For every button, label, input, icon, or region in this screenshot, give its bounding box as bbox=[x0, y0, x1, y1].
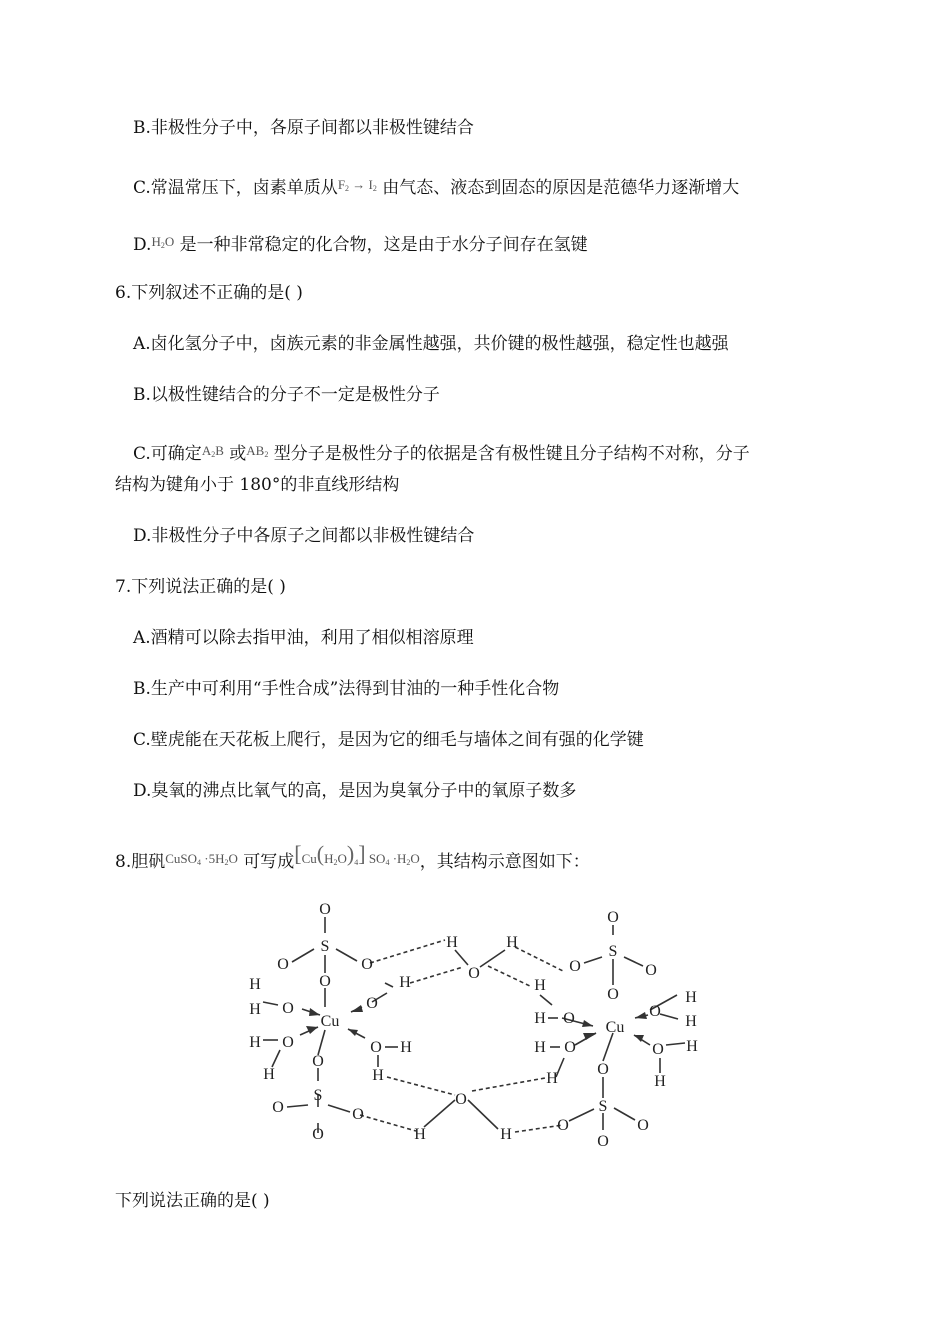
atom-h: H bbox=[249, 1034, 261, 1051]
atom-s: S bbox=[313, 1087, 323, 1104]
atom-o: O bbox=[468, 965, 480, 982]
q6-c-formula-1: A2B bbox=[201, 443, 224, 459]
atom-o: O bbox=[319, 973, 331, 990]
atom-h: H bbox=[685, 989, 697, 1006]
atom-h: H bbox=[249, 1001, 261, 1018]
q6-stem: 6.下列叙述不正确的是( ) bbox=[115, 283, 303, 303]
atom-h: H bbox=[654, 1073, 666, 1090]
atom-h: H bbox=[249, 976, 261, 993]
atom-o: O bbox=[370, 1039, 382, 1056]
atom-o: O bbox=[282, 1034, 294, 1051]
atom-o: O bbox=[597, 1133, 609, 1150]
atom-o: O bbox=[312, 1126, 324, 1143]
atom-cu: Cu bbox=[320, 1013, 340, 1030]
atom-cu: Cu bbox=[605, 1019, 625, 1036]
atom-o: O bbox=[564, 1039, 576, 1056]
atom-o: O bbox=[557, 1117, 569, 1134]
q6-c-or: 或 bbox=[229, 444, 247, 464]
atom-s: S bbox=[608, 943, 618, 960]
diagram-atoms bbox=[249, 901, 698, 1150]
q5-option-b: B.非极性分子中，各原子间都以非极性键结合 bbox=[133, 118, 474, 138]
atom-h: H bbox=[534, 1039, 546, 1056]
cuso4-structure-diagram bbox=[230, 895, 710, 1155]
q6-option-c bbox=[133, 440, 750, 466]
q6-c-prefix: C.可确定 bbox=[133, 444, 202, 464]
atom-o: O bbox=[563, 1010, 575, 1027]
atom-o: O bbox=[649, 1003, 661, 1020]
atom-o: O bbox=[312, 1053, 324, 1070]
q7-option-a: A.酒精可以除去指甲油，利用了相似相溶原理 bbox=[133, 628, 474, 648]
atom-o: O bbox=[277, 956, 289, 973]
atom-o: O bbox=[597, 1061, 609, 1078]
q5-option-d bbox=[133, 231, 588, 257]
atom-h: H bbox=[500, 1126, 512, 1143]
atom-h: H bbox=[400, 1039, 412, 1056]
q8-prefix: 8.胆矾 bbox=[115, 852, 166, 872]
q6-option-d: D.非极性分子中各原子之间都以非极性键结合 bbox=[133, 526, 475, 546]
q6-option-c-line2: 结构为键角小于 180°的非直线形结构 bbox=[115, 475, 400, 495]
q7-option-d: D.臭氧的沸点比氧气的高，是因为臭氧分子中的氧原子数多 bbox=[133, 781, 577, 801]
q7-option-c: C.壁虎能在天花板上爬行，是因为它的细毛与墙体之间有强的化学键 bbox=[133, 730, 644, 750]
atom-o: O bbox=[366, 995, 378, 1012]
atom-o: O bbox=[645, 962, 657, 979]
q5-d-formula: H2O bbox=[151, 234, 175, 250]
atom-o: O bbox=[637, 1117, 649, 1134]
atom-o: O bbox=[455, 1091, 467, 1108]
q6-option-b: B.以极性键结合的分子不一定是极性分子 bbox=[133, 385, 440, 405]
q8-question: 下列说法正确的是( ) bbox=[115, 1191, 270, 1211]
q5-option-c bbox=[133, 174, 739, 200]
atom-o: O bbox=[652, 1041, 664, 1058]
atom-o: O bbox=[272, 1099, 284, 1116]
q6-option-a: A.卤化氢分子中，卤族元素的非金属性越强，共价键的极性越强，稳定性也越强 bbox=[133, 334, 729, 354]
atom-h: H bbox=[546, 1070, 558, 1087]
q7-stem: 7.下列说法正确的是( ) bbox=[115, 577, 286, 597]
atom-o: O bbox=[607, 909, 619, 926]
atom-o: O bbox=[282, 1000, 294, 1017]
atom-h: H bbox=[446, 934, 458, 951]
atom-h: H bbox=[399, 974, 411, 991]
q8-formula-2: [Cu(H2O)4] SO4 ·H2O bbox=[294, 841, 420, 867]
atom-s: S bbox=[320, 938, 330, 955]
q5-c-formula: F2 → I2 bbox=[337, 177, 377, 193]
atom-h: H bbox=[372, 1067, 384, 1084]
atom-h: H bbox=[263, 1066, 275, 1083]
atom-o: O bbox=[352, 1106, 364, 1123]
q5-c-suffix: 由气态、液态到固态的原因是范德华力逐渐增大 bbox=[382, 178, 740, 198]
diagram-arrowheads bbox=[306, 1005, 647, 1042]
atom-h: H bbox=[534, 1010, 546, 1027]
q8-suffix: ，其结构示意图如下： bbox=[419, 852, 590, 872]
q8-stem bbox=[115, 843, 590, 874]
q8-formula-1: CuSO4 ·5H2O bbox=[165, 851, 238, 867]
atom-o: O bbox=[569, 958, 581, 975]
atom-s: S bbox=[598, 1098, 608, 1115]
q6-c-suffix: 型分子是极性分子的依据是含有极性键且分子结构不对称，分子 bbox=[273, 444, 750, 464]
atom-h: H bbox=[506, 934, 518, 951]
atom-h: H bbox=[685, 1013, 697, 1030]
q5-d-suffix: 是一种非常稳定的化合物，这是由于水分子间存在氢键 bbox=[179, 235, 588, 255]
atom-h: H bbox=[686, 1038, 698, 1055]
atom-h: H bbox=[414, 1126, 426, 1143]
atom-o: O bbox=[319, 901, 331, 918]
q8-mid: 可写成 bbox=[243, 852, 295, 872]
atom-o: O bbox=[361, 956, 373, 973]
q5-d-prefix: D. bbox=[133, 235, 152, 255]
atom-h: H bbox=[534, 977, 546, 994]
q6-c-formula-2: AB2 bbox=[246, 443, 269, 459]
q5-c-prefix: C.常温常压下，卤素单质从 bbox=[133, 178, 338, 198]
q7-option-b: B.生产中可利用“手性合成”法得到甘油的一种手性化合物 bbox=[133, 679, 560, 699]
atom-o: O bbox=[607, 986, 619, 1003]
